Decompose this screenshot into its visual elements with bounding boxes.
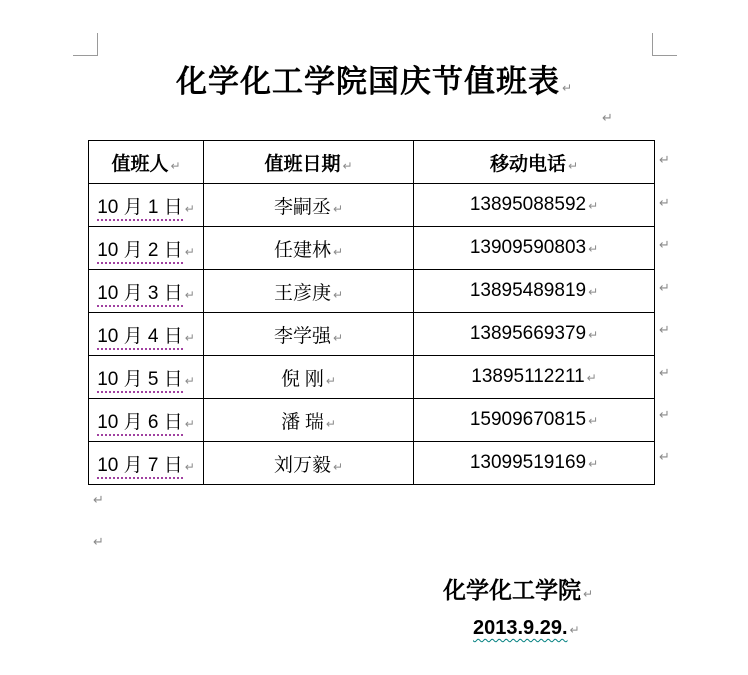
table-row <box>89 356 655 399</box>
header-duty-person[interactable]: 值班人 ↵ <box>89 141 204 184</box>
cell-name[interactable]: 任建林 ↵ <box>204 227 414 270</box>
table-row <box>89 227 655 270</box>
cell-phone[interactable]: 13895088592 ↵ <box>414 184 655 227</box>
cell-date[interactable]: 10 月 3 日 ↵ <box>89 270 204 313</box>
cell-date[interactable]: 10 月 7 日 ↵ <box>89 442 204 485</box>
cell-mark-icon: ↵ <box>332 201 344 216</box>
cell-phone[interactable]: 13895112211 ↵ <box>414 356 655 399</box>
cell-mark-icon: ↵ <box>332 244 344 259</box>
cell-name[interactable]: 李嗣丞 ↵ <box>204 184 414 227</box>
row-end-mark-icon: ↵ <box>659 238 670 253</box>
cell-mark-icon: ↵ <box>184 416 195 431</box>
signature-organization: 化学化工学院 ↵ <box>443 578 594 603</box>
duty-roster-table <box>88 140 655 485</box>
header-duty-date[interactable]: 值班日期 ↵ <box>204 141 414 184</box>
cell-mark-icon: ↵ <box>567 158 579 173</box>
paragraph-mark-icon: ↵ <box>93 493 104 508</box>
cell-mark-icon: ↵ <box>332 287 344 302</box>
paragraph-mark-icon: ↵ <box>569 623 580 637</box>
paragraph-mark-icon: ↵ <box>561 81 573 95</box>
cell-phone[interactable]: 13099519169 ↵ <box>414 442 655 485</box>
cell-date[interactable]: 10 月 4 日 ↵ <box>89 313 204 356</box>
cell-phone[interactable]: 13895669379 ↵ <box>414 313 655 356</box>
cell-phone[interactable]: 13909590803 ↵ <box>414 227 655 270</box>
cell-mark-icon: ↵ <box>184 201 195 216</box>
margin-crop-mark-top-left <box>73 33 98 56</box>
cell-mark-icon: ↵ <box>588 199 599 213</box>
row-end-mark-icon: ↵ <box>659 450 670 465</box>
cell-date[interactable]: 10 月 5 日 ↵ <box>89 356 204 399</box>
cell-mark-icon: ↵ <box>588 285 599 299</box>
cell-name[interactable]: 刘万毅 ↵ <box>204 442 414 485</box>
cell-mark-icon: ↵ <box>184 459 195 474</box>
paragraph-mark-icon: ↵ <box>583 587 594 601</box>
table-row <box>89 442 655 485</box>
cell-mark-icon: ↵ <box>184 330 195 345</box>
cell-date[interactable]: 10 月 6 日 ↵ <box>89 399 204 442</box>
cell-mark-icon: ↵ <box>184 373 195 388</box>
cell-name[interactable]: 王彦庚 ↵ <box>204 270 414 313</box>
row-end-mark-icon: ↵ <box>659 153 670 168</box>
cell-mark-icon: ↵ <box>342 158 353 173</box>
cell-mark-icon: ↵ <box>588 242 599 256</box>
row-end-mark-icon: ↵ <box>659 408 670 423</box>
cell-mark-icon: ↵ <box>332 459 344 474</box>
row-end-mark-icon: ↵ <box>659 281 670 296</box>
row-end-mark-icon: ↵ <box>659 196 670 211</box>
paragraph-mark-icon: ↵ <box>93 535 104 550</box>
table-row <box>89 399 655 442</box>
cell-name[interactable]: 李学强 ↵ <box>204 313 414 356</box>
cell-mark-icon: ↵ <box>184 287 195 302</box>
cell-name[interactable]: 倪 刚 ↵ <box>204 356 414 399</box>
table-row <box>89 313 655 356</box>
row-end-mark-icon: ↵ <box>659 323 670 338</box>
cell-mark-icon: ↵ <box>588 457 599 471</box>
cell-mark-icon: ↵ <box>325 373 336 388</box>
cell-phone[interactable]: 13895489819 ↵ <box>414 270 655 313</box>
document-title <box>0 56 748 101</box>
row-end-mark-icon: ↵ <box>659 366 670 381</box>
cell-phone[interactable]: 15909670815 ↵ <box>414 399 655 442</box>
margin-crop-mark-top-right <box>652 33 677 56</box>
cell-mark-icon: ↵ <box>588 414 599 428</box>
table-row <box>89 184 655 227</box>
cell-mark-icon: ↵ <box>325 416 336 431</box>
cell-mark-icon: ↵ <box>184 244 195 259</box>
cell-mark-icon: ↵ <box>588 328 599 342</box>
header-mobile-phone[interactable]: 移动电话 ↵ <box>414 141 655 184</box>
signature-date: 2013.9.29. ↵ <box>473 617 580 639</box>
paragraph-mark-icon: ↵ <box>602 111 613 126</box>
cell-mark-icon: ↵ <box>332 330 344 345</box>
cell-mark-icon: ↵ <box>586 371 597 385</box>
document-title-text: 化学化工学院国庆节值班表 <box>175 64 560 99</box>
cell-mark-icon: ↵ <box>170 158 181 173</box>
cell-name[interactable]: 潘 瑞 ↵ <box>204 399 414 442</box>
table-row <box>89 270 655 313</box>
cell-date[interactable]: 10 月 2 日 ↵ <box>89 227 204 270</box>
table-header-row <box>89 141 655 184</box>
cell-date[interactable]: 10 月 1 日 ↵ <box>89 184 204 227</box>
